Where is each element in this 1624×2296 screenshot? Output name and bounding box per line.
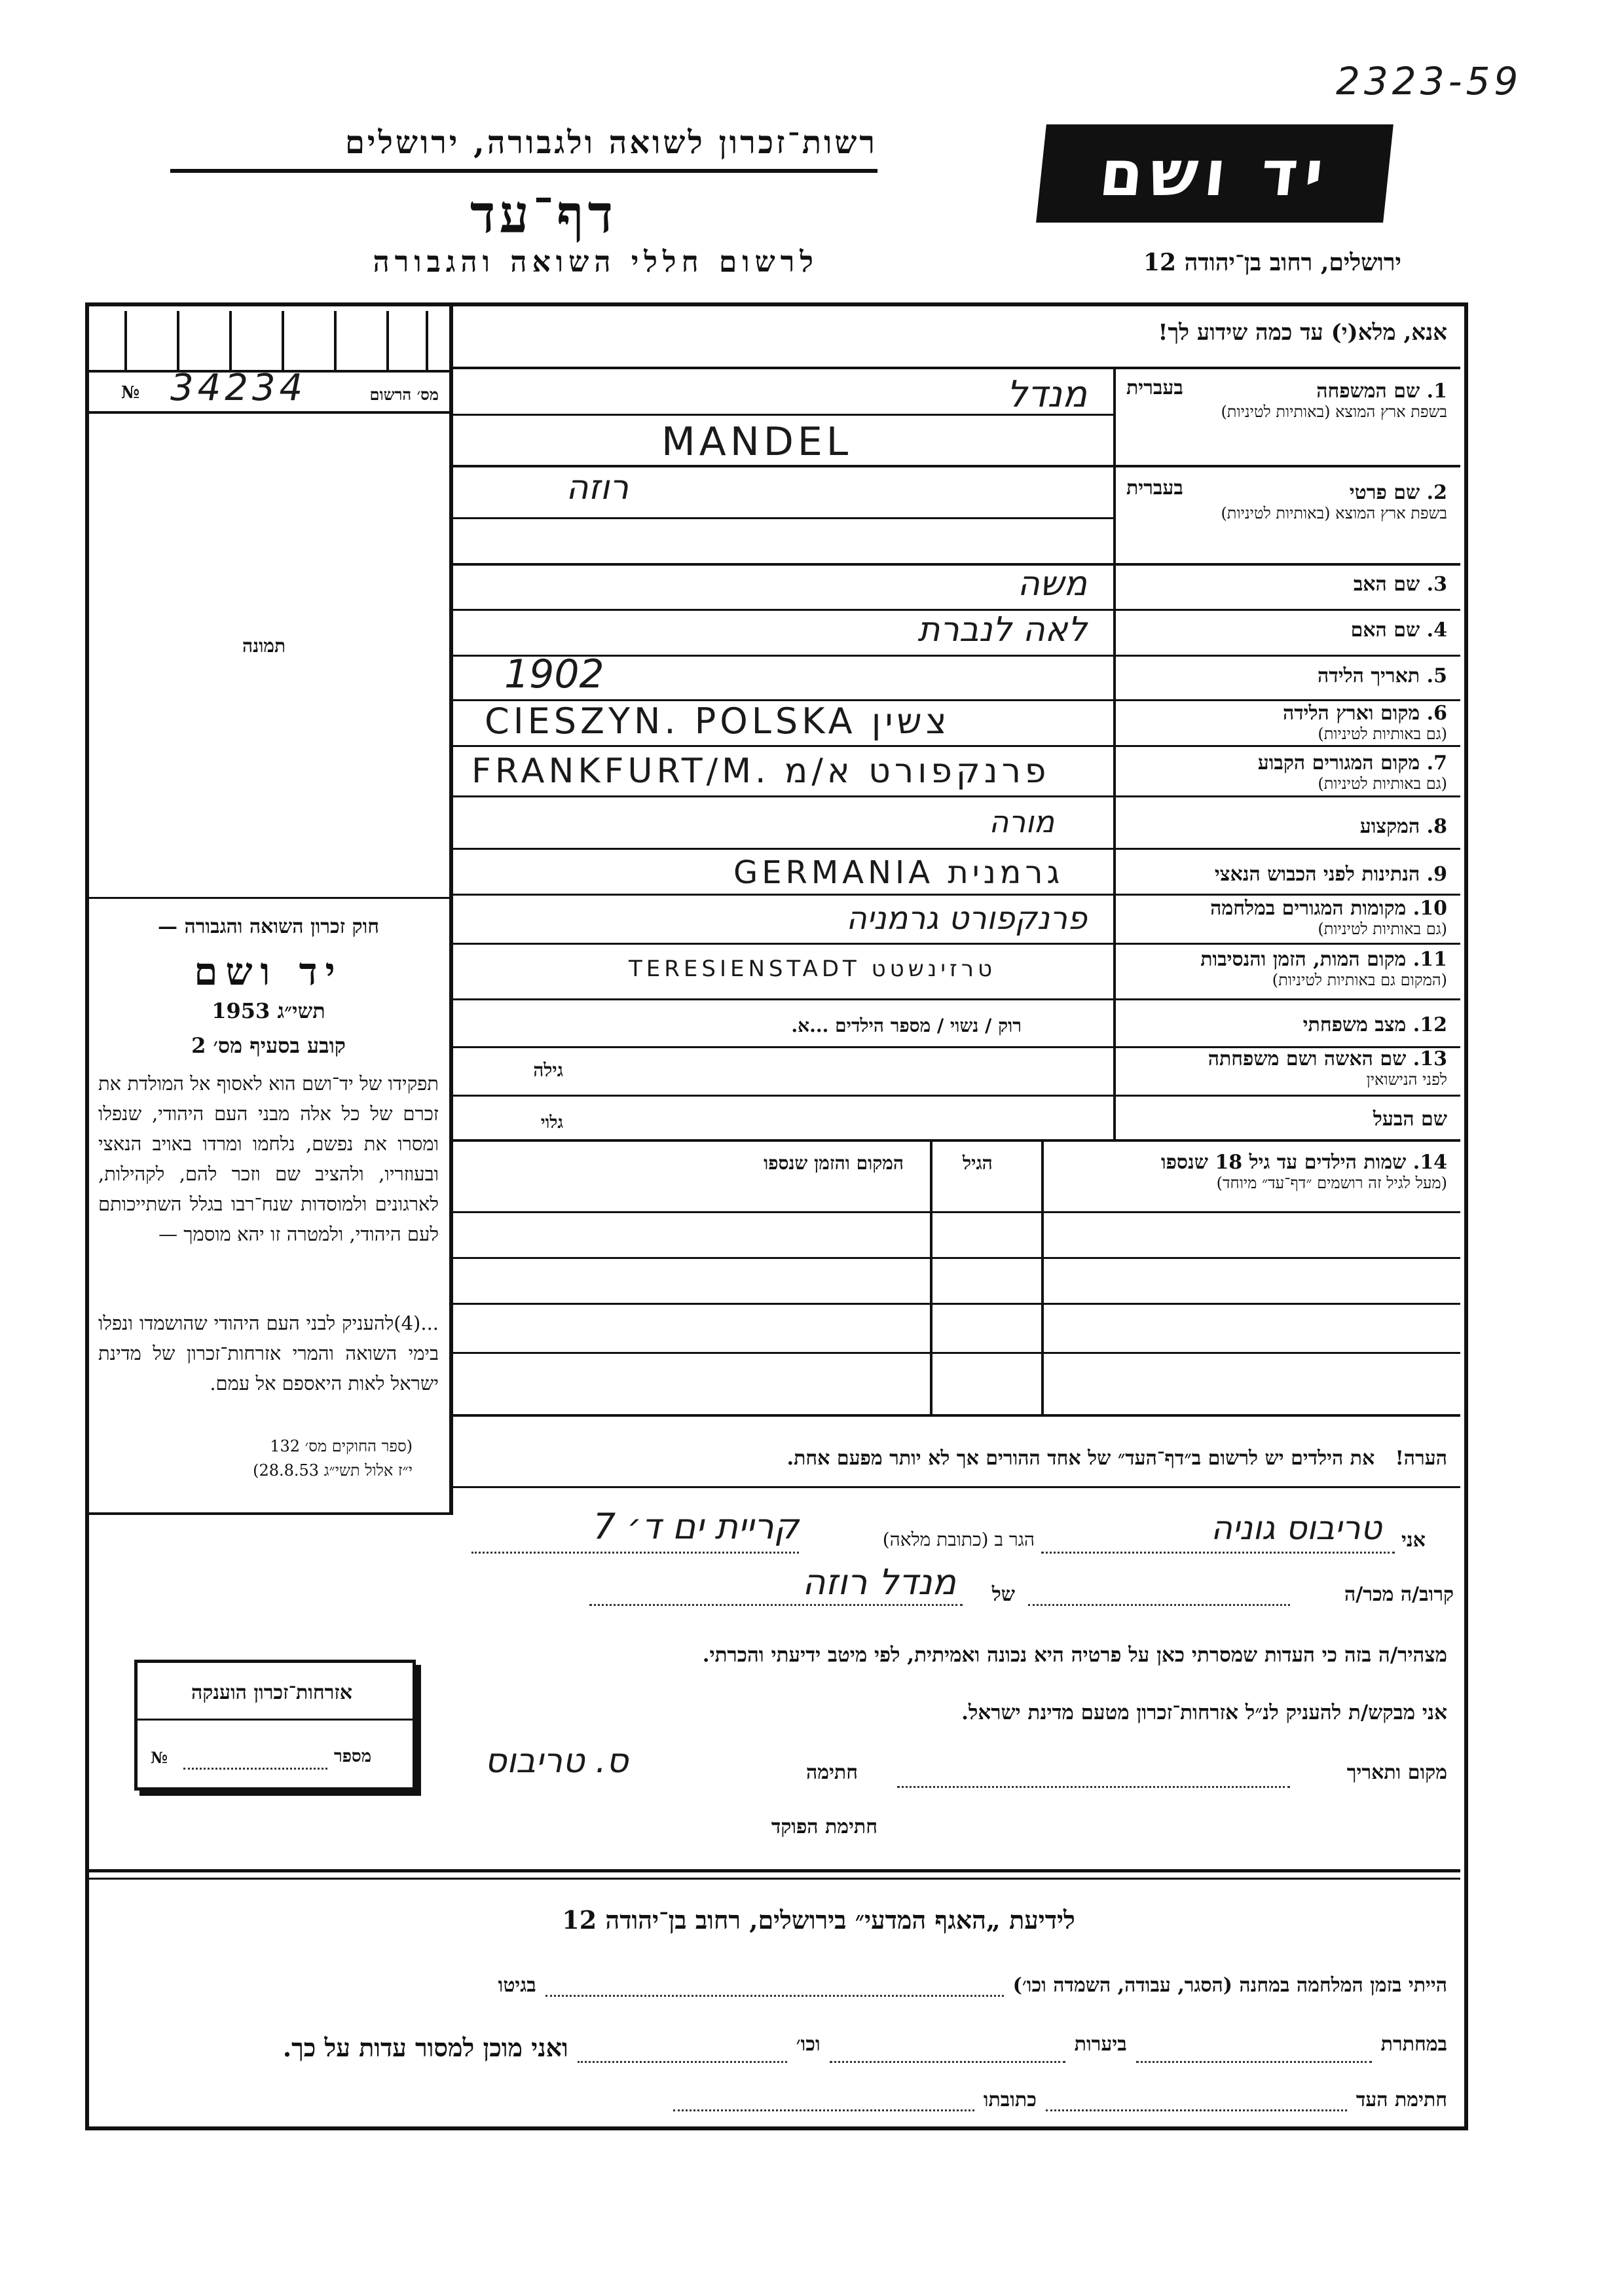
field-11-label: מקום המות, הזמן והנסיבות bbox=[1200, 948, 1407, 971]
field-7-value[interactable]: FRANKFURT/M. פרנקפורט א/מ bbox=[471, 752, 1050, 791]
footer-title: לידיעת „האגף המדעי״ בירושלים, רחוב בן־יהודה 12 bbox=[562, 1905, 1075, 1935]
label-column-divider bbox=[1113, 367, 1116, 1139]
footer-camp-label: הייתי בזמן המלחמה במחנה (הסגר, עבודה, השמדה וכו׳) bbox=[1012, 1974, 1447, 1997]
field-1-lang-tag: בעברית bbox=[1126, 376, 1183, 399]
witness-of-value[interactable]: מנדל רוזה bbox=[802, 1561, 956, 1603]
official-signature-label: חתימת הפוקד bbox=[771, 1815, 877, 1838]
witness-of-label: של bbox=[991, 1583, 1015, 1606]
law-name: יד ושם bbox=[194, 949, 343, 994]
signature-value[interactable]: ס. טריבוס bbox=[485, 1741, 629, 1781]
field-1-value-latin[interactable]: MANDEL bbox=[661, 419, 853, 465]
citizenship-box-title: אזרחות־זכרון הוענקה bbox=[191, 1681, 353, 1704]
field-3-label: שם האב bbox=[1353, 573, 1420, 596]
field-7: 7. מקום המגורים הקבוע (גם באותיות לטיניות) bbox=[1120, 752, 1447, 793]
children-label: שמות הילדים עד גיל 18 שנספו bbox=[1160, 1151, 1407, 1174]
footer-address-label: כתובתו bbox=[983, 2088, 1037, 2111]
field-8-label: המקצוע bbox=[1359, 815, 1420, 838]
witness-name[interactable]: טריבוס גוניה bbox=[1211, 1509, 1382, 1547]
field-6-sub: (גם באותיות לטיניות) bbox=[1318, 725, 1447, 743]
signature-label: חתימה bbox=[806, 1761, 858, 1784]
witness-declaration: מצהיר/ה בזה כי העדות שמסרתי כאן על פרטיה היא נכונה ואמיתית, לפי מיטב ידיעתי והכרתי. bbox=[702, 1643, 1447, 1667]
field-3-value[interactable]: משה bbox=[1017, 564, 1087, 604]
footer-testimony-label: ואני מוכן למסור עדות על כך. bbox=[282, 2033, 568, 2062]
field-4: 4. שם האם bbox=[1350, 619, 1447, 642]
children-col-place: המקום והזמן שנספו bbox=[764, 1152, 904, 1174]
left-column-divider bbox=[449, 302, 453, 1514]
field-9-label: הנתינות לפני הכבוש הנאצי bbox=[1214, 863, 1420, 886]
field-husband bbox=[1120, 1108, 1447, 1131]
registry-number: 34234 bbox=[170, 367, 307, 409]
law-ref-2: י״ז אלול תשי״ג 28.8.53) bbox=[253, 1461, 413, 1480]
field-10-value[interactable]: פרנקפורט גרמניה bbox=[846, 900, 1087, 937]
children-col-age: הגיל bbox=[963, 1152, 993, 1174]
authority-title: רשות־זכרון לשואה ולגבורה, ירושלים bbox=[344, 124, 877, 161]
field-2-sub: בשפת ארץ המוצא (באותיות לטיניות) bbox=[1221, 504, 1447, 522]
form-subtitle: לרשום חללי השואה והגבורה bbox=[373, 246, 819, 279]
field-5-label: תאריך הלידה bbox=[1318, 665, 1420, 687]
field-10: 10. מקומות המגורים במלחמה (גם באותיות לטיניות) bbox=[1120, 897, 1447, 939]
yad-vashem-logo bbox=[1036, 124, 1393, 223]
field-12-value[interactable]: רוק / נשוי / מספר הילדים ...א. bbox=[791, 1015, 1022, 1036]
witness-i-label: אני bbox=[1401, 1529, 1426, 1552]
field-2-value[interactable]: רוזה bbox=[566, 468, 629, 507]
footer-underground-label: במחתרת bbox=[1380, 2033, 1447, 2056]
footer-line2 bbox=[92, 2033, 1447, 2063]
field-husband-label: שם הבעל bbox=[1373, 1108, 1447, 1131]
field-11-sub: (המקום גם באותיות לטיניות) bbox=[1272, 971, 1447, 989]
law-title: חוק זכרון השואה והגבורה — bbox=[158, 915, 379, 938]
place-date-label: מקום ותאריך bbox=[1346, 1761, 1447, 1784]
field-12-label: מצב משפחתי bbox=[1302, 1013, 1407, 1036]
field-1: 1. שם המשפחה בשפת ארץ המוצא (באותיות לטיניות) bbox=[1120, 380, 1447, 422]
field-13-sub: לפני הנישואין bbox=[1366, 1070, 1447, 1089]
field-4-label: שם האם bbox=[1350, 619, 1420, 642]
field-1-sub: בשפת ארץ המוצא (באותיות לטיניות) bbox=[1221, 403, 1447, 421]
children-sub: (מעל לגיל זה רושמים ״דף־עד״ מיוחד) bbox=[1216, 1174, 1447, 1192]
law-body: תפקידו של יד־ושם הוא לאסוף אל המולדת את זכרם של כל אלה מבני העם היהודי, שנפלו ומסרו את נפשם, נלחמו ומרדו באויב הנאצי ובעוזריו, ולהציב שם וזכר להם, לקהילות, לארגונים ולמוסדות שנח־רבו בגלל השתייכותם לעם היהודי, ולמטרה זו יהא מוסמך — bbox=[98, 1072, 439, 1245]
citizenship-box-no: № bbox=[151, 1748, 168, 1767]
field-husband-value[interactable]: גלוי bbox=[540, 1113, 563, 1133]
field-6: 6. מקום וארץ הלידה (גם באותיות לטיניות) bbox=[1120, 702, 1447, 744]
field-12: 12. מצב משפחתי bbox=[1302, 1013, 1447, 1036]
field-8-value[interactable]: מורה bbox=[989, 804, 1054, 839]
field-13-value[interactable]: גילה bbox=[533, 1059, 563, 1081]
field-13: 13. שם האשה ושם משפחתה לפני הנישואין bbox=[1120, 1048, 1447, 1089]
footer-ghetto-label: בגיטו bbox=[498, 1974, 536, 1997]
logo-text: יד ושם bbox=[1096, 137, 1334, 210]
field-3: 3. שם האב bbox=[1353, 573, 1447, 596]
field-2-label: שם פרטי bbox=[1349, 481, 1420, 504]
law-section: קובע בסעיף מס׳ 2 bbox=[191, 1033, 346, 1058]
field-6-label: מקום וארץ הלידה bbox=[1282, 702, 1420, 725]
photo-label: תמונה bbox=[242, 635, 286, 657]
footer-line3 bbox=[98, 2088, 1447, 2111]
intro-text: אנא, מלא(י) עד כמה שידוע לך! bbox=[1158, 319, 1447, 346]
field-6-value[interactable]: CIESZYN. POLSKA צשין bbox=[485, 701, 951, 742]
registry-label: מס׳ הרשום bbox=[369, 385, 439, 404]
footer-etc-label: וכו׳ bbox=[796, 2033, 821, 2056]
field-9-value[interactable]: GERMANIA גרמנית bbox=[733, 854, 1064, 891]
witness-request: אני מבקש/ת להעניק לנ״ל אזרחות־זכרון מטעם מדינת ישראל. bbox=[961, 1701, 1447, 1724]
field-9: 9. הנתינות לפני הכבוש הנאצי bbox=[1214, 863, 1447, 886]
footer-line1 bbox=[98, 1974, 1447, 1997]
footer-forests-label: ביערות bbox=[1074, 2033, 1127, 2056]
citizenship-box bbox=[134, 1660, 416, 1791]
field-8: 8. המקצוע bbox=[1359, 815, 1447, 838]
field-1-value-hebrew[interactable]: מנדל bbox=[1006, 373, 1087, 416]
field-10-label: מקומות המגורים במלחמה bbox=[1210, 897, 1407, 920]
field-7-sub: (גם באותיות לטיניות) bbox=[1318, 774, 1447, 793]
field-10-sub: (גם באותיות לטיניות) bbox=[1318, 920, 1447, 938]
field-7-label: מקום המגורים הקבוע bbox=[1257, 752, 1420, 774]
field-11-value[interactable]: TERESIENSTADT טרזינשטט bbox=[629, 956, 997, 982]
note-label: הערה! bbox=[1395, 1447, 1447, 1470]
registry-no-mark: № bbox=[121, 383, 140, 403]
field-5-value[interactable]: 1902 bbox=[504, 651, 604, 697]
law-ref-1: (ספר החוקים מס׳ 132 bbox=[270, 1437, 413, 1455]
form-title: דף־עד bbox=[470, 183, 618, 245]
note-text: את הילדים יש לרשום ב״דף־העד״ של אחד ההורים אך לא יותר מפעם אחת. bbox=[786, 1447, 1375, 1470]
footer-witness-signature-label: חתימת העד bbox=[1356, 2088, 1447, 2111]
field-11: 11. מקום המות, הזמן והנסיבות (המקום גם באותיות לטיניות) bbox=[1120, 948, 1447, 990]
law-year: תשי״ג 1953 bbox=[212, 998, 325, 1023]
authority-underline bbox=[170, 169, 877, 173]
children-header: 14. שמות הילדים עד גיל 18 שנספו (מעל לגיל זה רושמים ״דף־עד״ מיוחד) bbox=[1048, 1151, 1447, 1193]
citizenship-box-number-label: מספר bbox=[334, 1747, 372, 1766]
registry-tick-row bbox=[98, 311, 439, 370]
field-1-label: שם המשפחה bbox=[1316, 380, 1420, 403]
witness-resides-label: הגר ב (כתובת מלאה) bbox=[882, 1529, 1035, 1550]
field-2: 2. שם פרטי בשפת ארץ המוצא (באותיות לטיניות) bbox=[1120, 481, 1447, 523]
note bbox=[465, 1447, 1447, 1470]
field-13-label: שם האשה ושם משפחתה bbox=[1208, 1048, 1407, 1070]
witness-address[interactable]: קריית ים ד׳ 7 bbox=[593, 1506, 799, 1547]
witness-relative-label: קרוב/ה מכר/ה bbox=[1344, 1583, 1454, 1606]
field-5: 5. תאריך הלידה bbox=[1318, 665, 1447, 687]
field-2-lang-tag: בעברית bbox=[1126, 477, 1183, 500]
address: ירושלים, רחוב בן־יהודה 12 bbox=[1143, 249, 1401, 276]
law-clause: ...(4)להעניק לבני העם היהודי שהושמדו ונפלו בימי השואה והמרי אזרחות־זכרון של מדינת ישראל לאות היאספם אל עמם. bbox=[98, 1312, 439, 1394]
field-4-value[interactable]: לאה לנברת bbox=[917, 610, 1087, 649]
corner-number: 2323-59 bbox=[1336, 59, 1522, 103]
